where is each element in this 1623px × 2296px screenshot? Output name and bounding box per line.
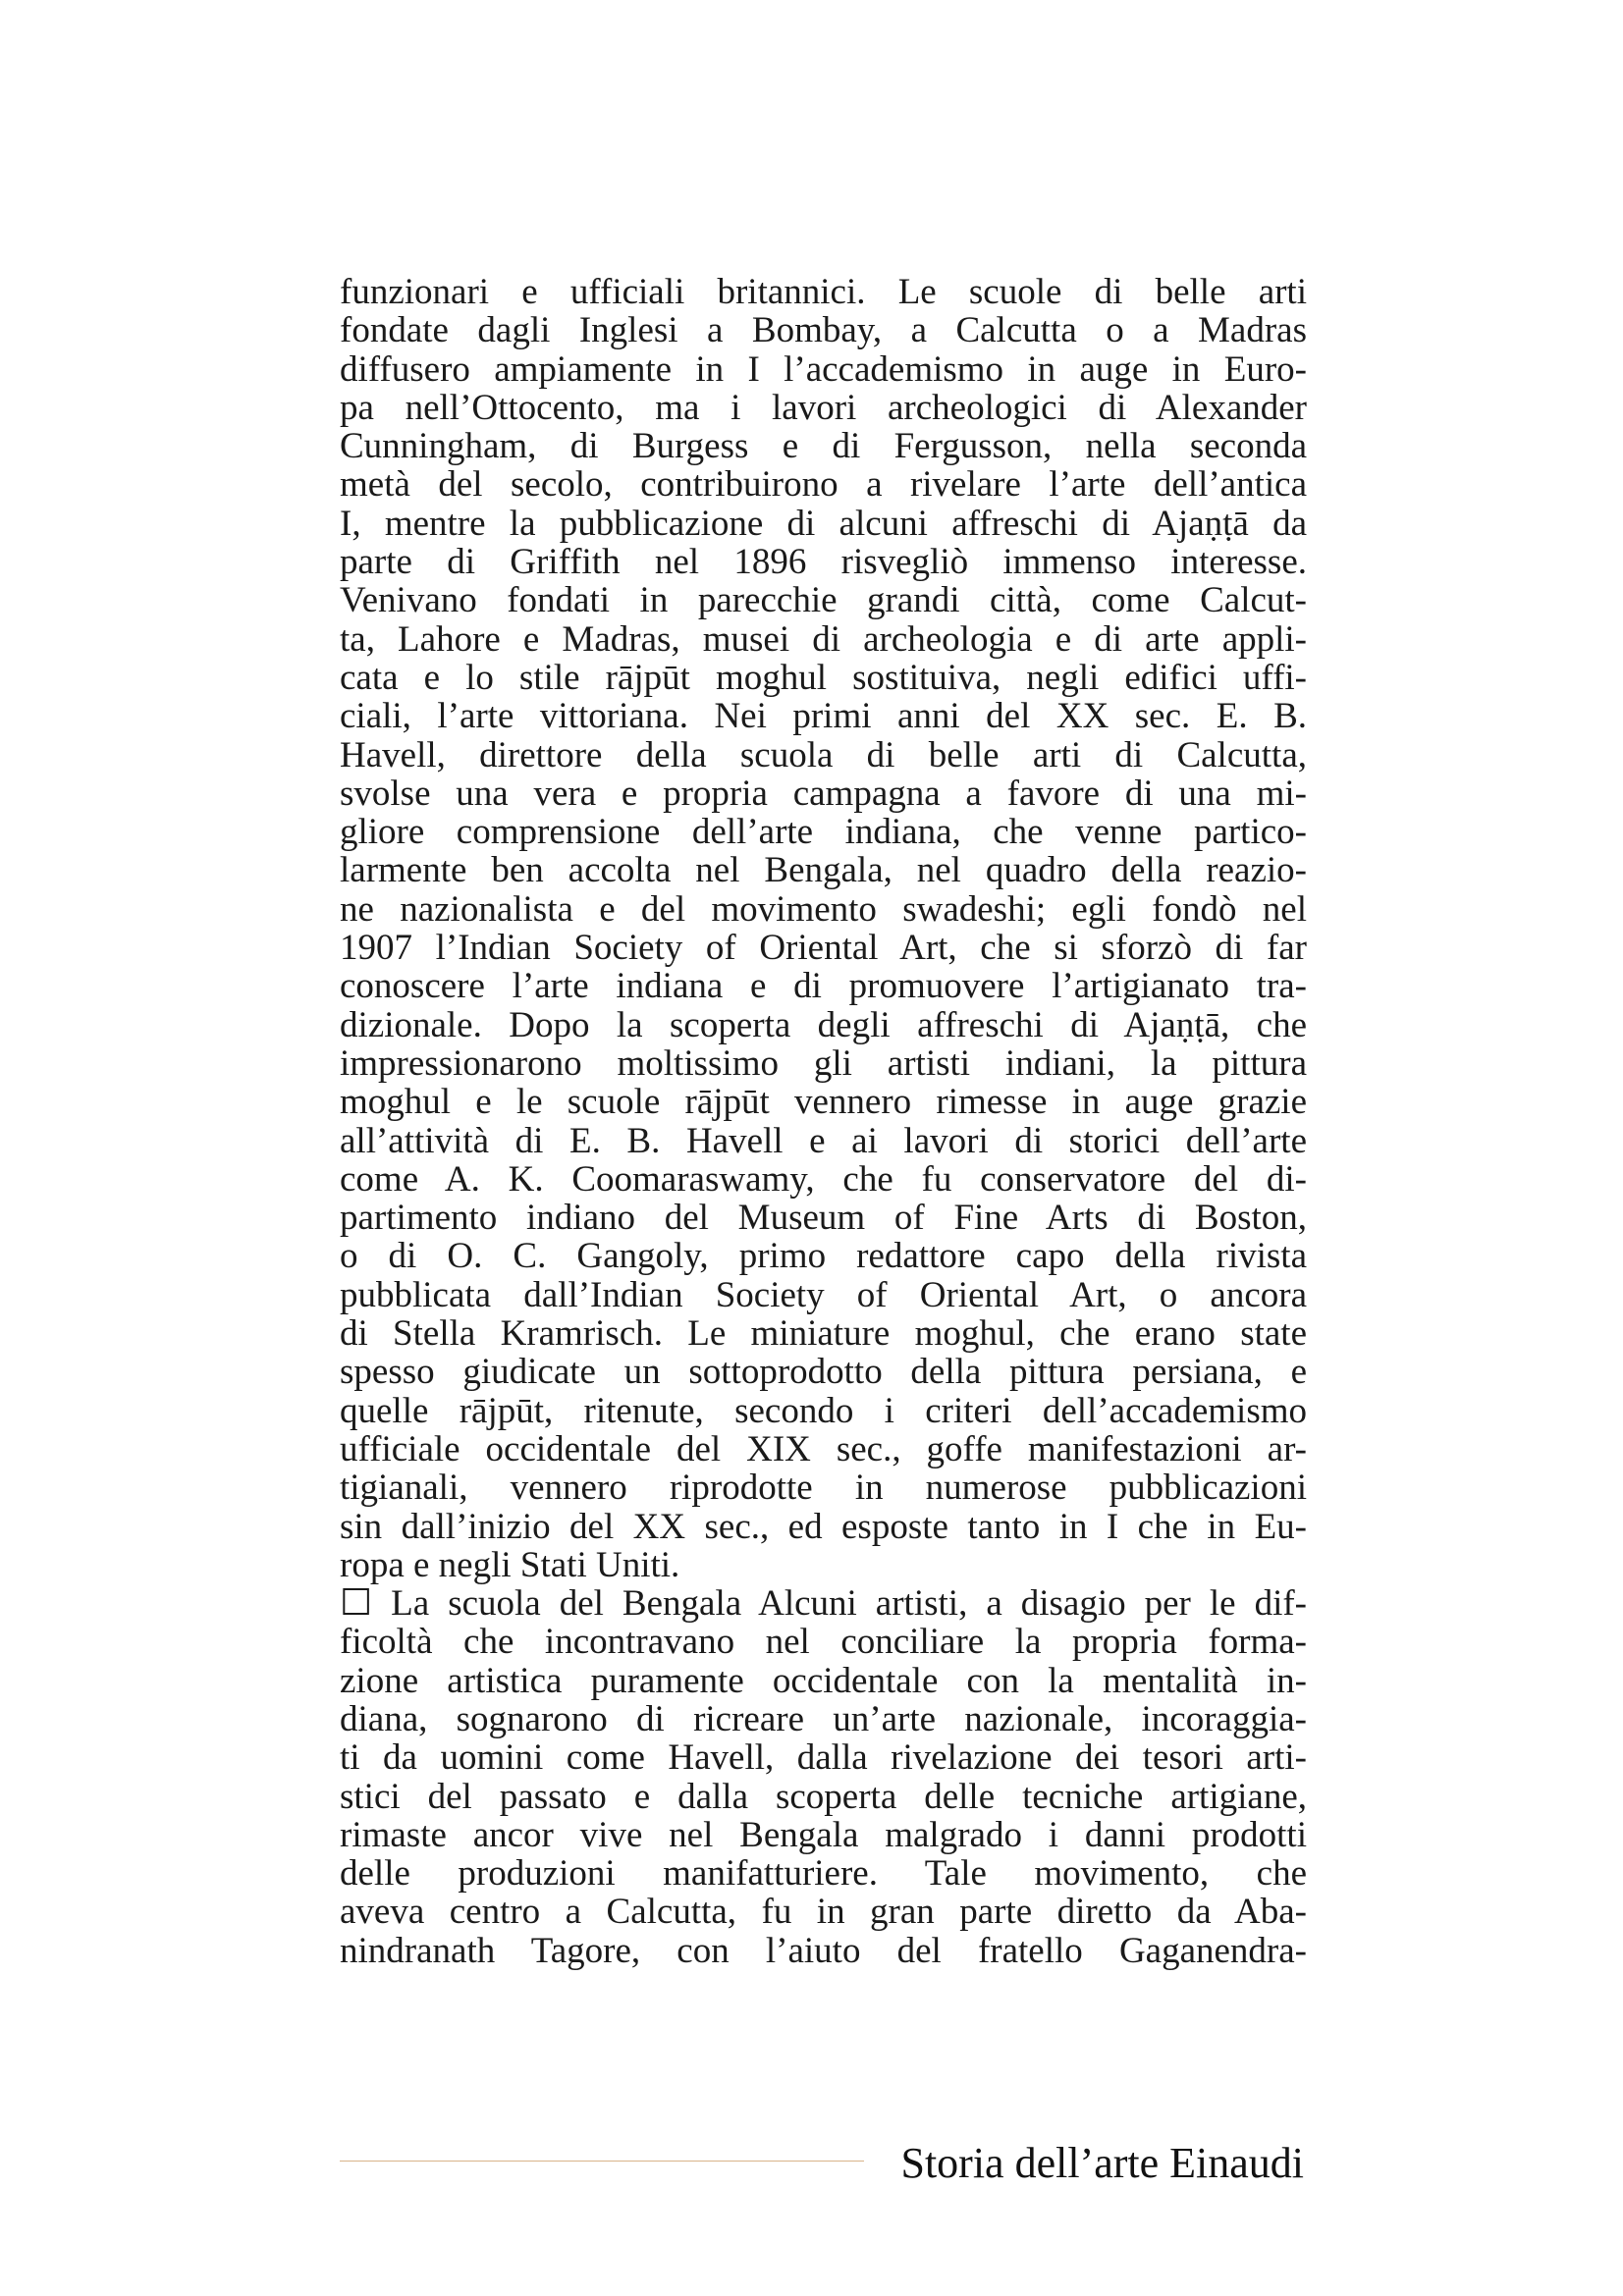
text-line: parte di Griffith nel 1896 risvegliò immenso interesse. <box>340 542 1307 583</box>
text-line: stici del passato e dalla scoperta delle tecniche artigiane, <box>340 1776 1307 1817</box>
text-line: diffusero ampiamente in I l’accademismo in auge in Euro- <box>340 348 1307 390</box>
text-line: larmente ben accolta nel Bengala, nel quadro della reazio- <box>340 850 1307 891</box>
text-line: dizionale. Dopo la scoperta degli affreschi di Ajaṇṭā, che <box>340 1004 1307 1045</box>
text-line: fondate dagli Inglesi a Bombay, a Calcutta o a Madras <box>340 310 1307 351</box>
text-line: tigianali, vennero riprodotte in numerose pubblicazioni <box>340 1468 1307 1509</box>
text-line: ciali, l’arte vittoriana. Nei primi anni del XX sec. E. B. <box>340 696 1307 737</box>
text-line: Havell, direttore della scuola di belle arti di Calcutta, <box>340 734 1307 775</box>
text-line: I, mentre la pubblicazione di alcuni affreschi di Ajaṇṭā da <box>340 503 1307 544</box>
text-line: ti da uomini come Havell, dalla rivelazione dei tesori arti- <box>340 1737 1307 1779</box>
text-line: Cunningham, di Burgess e di Fergusson, nella seconda <box>340 426 1307 467</box>
text-line: cata e lo stile rājpūt moghul sostituiva, negli edifici uffi- <box>340 657 1307 698</box>
text-line: aveva centro a Calcutta, fu in gran parte diretto da Aba- <box>340 1892 1307 1933</box>
text-line: pubblicata dall’Indian Society of Oriental Art, o ancora <box>340 1274 1307 1315</box>
text-line: pa nell’Ottocento, ma i lavori archeologici di Alexander <box>340 387 1307 428</box>
text-line: all’attività di E. B. Havell e ai lavori di storici dell’arte <box>340 1120 1307 1161</box>
text-line: ficoltà che incontravano nel conciliare la propria forma- <box>340 1622 1307 1663</box>
text-line: svolse una vera e propria campagna a favore di una mi- <box>340 773 1307 814</box>
text-line: rimaste ancor vive nel Bengala malgrado i danni prodotti <box>340 1814 1307 1855</box>
footer-divider <box>340 2161 864 2162</box>
text-line: impressionarono moltissimo gli artisti indiani, la pittura <box>340 1042 1307 1084</box>
text-line: spesso giudicate un sottoprodotto della pittura persiana, e <box>340 1352 1307 1393</box>
text-line: diana, sognarono di ricreare un’arte nazionale, incoraggia- <box>340 1698 1307 1739</box>
text-line: 1907 l’Indian Society of Oriental Art, che si sforzò di far <box>340 928 1307 969</box>
text-line: moghul e le scuole rājpūt vennero rimesse in auge grazie <box>340 1082 1307 1123</box>
text-line: Venivano fondati in parecchie grandi città, come Calcut- <box>340 580 1307 621</box>
text-line: delle produzioni manifatturiere. Tale movimento, che <box>340 1853 1307 1895</box>
text-line: partimento indiano del Museum of Fine Arts di Boston, <box>340 1198 1307 1239</box>
text-line: ta, Lahore e Madras, musei di archeologia e di arte appli- <box>340 618 1307 660</box>
text-line: ne nazionalista e del movimento swadeshi; egli fondò nel <box>340 888 1307 930</box>
paragraph-end-line: ropa e negli Stati Uniti. <box>340 1544 680 1585</box>
text-line: gliore comprensione dell’arte indiana, che venne partico- <box>340 812 1307 853</box>
text-line: o di O. C. Gangoly, primo redattore capo della rivista <box>340 1236 1307 1277</box>
footer-publication-title: Storia dell’arte Einaudi <box>900 2139 1304 2187</box>
body-text <box>340 273 1307 1970</box>
text-line: conoscere l’arte indiana e di promuovere l’artigianato tra- <box>340 966 1307 1007</box>
text-line: zione artistica puramente occidentale con la mentalità in- <box>340 1660 1307 1701</box>
text-line: metà del secolo, contribuirono a rivelare l’arte dell’antica <box>340 464 1307 506</box>
text-line: come A. K. Coomaraswamy, che fu conservatore del di- <box>340 1158 1307 1200</box>
text-line: nindranath Tagore, con l’aiuto del fratello Gaganendra- <box>340 1930 1307 1971</box>
section-heading-line: ☐ La scuola del Bengala Alcuni artisti, a disagio per le dif- <box>340 1583 1307 1625</box>
text-line: di Stella Kramrisch. Le miniature moghul, che erano state <box>340 1313 1307 1355</box>
text-line: funzionari e ufficiali britannici. Le scuole di belle arti <box>340 272 1307 312</box>
text-line: ufficiale occidentale del XIX sec., goffe manifestazioni ar- <box>340 1428 1307 1469</box>
text-line: quelle rājpūt, ritenute, secondo i criteri dell’accademismo <box>340 1390 1307 1431</box>
text-line: sin dall’inizio del XX sec., ed esposte tanto in I che in Eu- <box>340 1506 1307 1547</box>
